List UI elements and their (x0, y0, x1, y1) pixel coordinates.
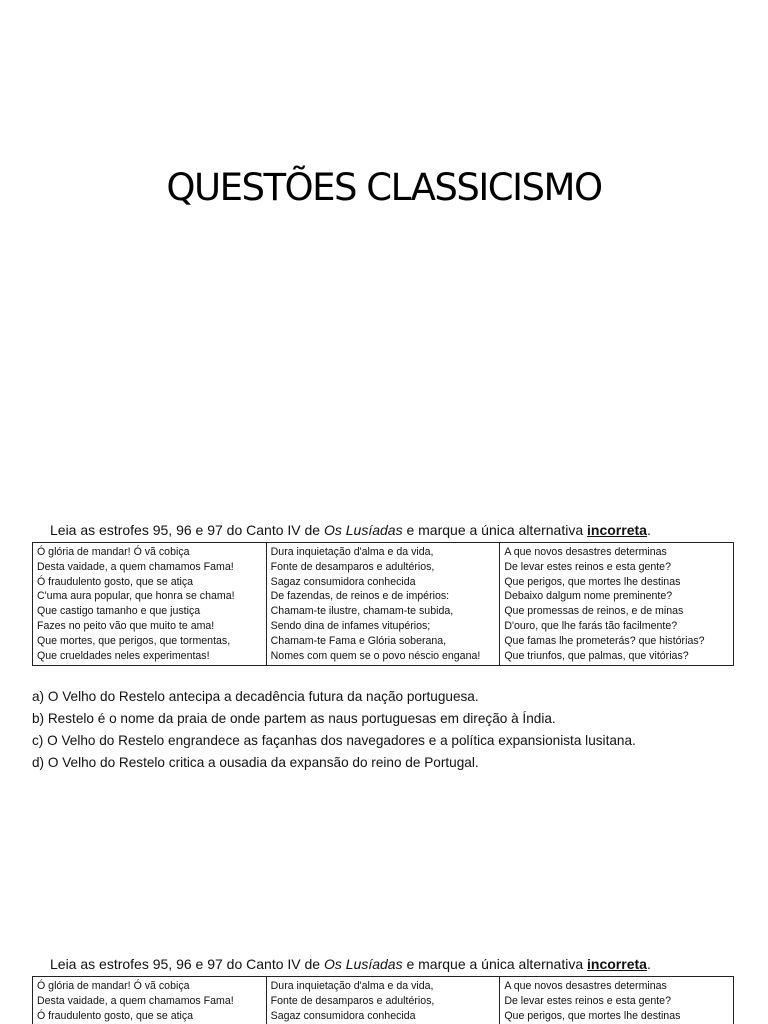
page-title: QUESTÕES CLASSICISMO (166, 166, 602, 209)
verse-line: Que castigo tamanho e que justiça (37, 605, 201, 618)
work-title: Os Lusíadas (323, 956, 403, 972)
verse-line: A que novos desastres determinas (504, 980, 667, 992)
question-1 (32, 522, 737, 774)
verse-line: Desta vaidade, a quem chamamos Fama! (37, 994, 234, 1007)
verse-line: C'uma aura popular, que honra se chama! (37, 590, 235, 603)
verse-line: De levar estes reinos e esta gente? (504, 994, 671, 1007)
verse-line: Chamam-te ilustre, chamam-te subida, (270, 605, 454, 618)
verse-line: Nomes com quem se o povo néscio engana! (270, 649, 481, 662)
prompt-text: e marque a única alternativa (402, 956, 588, 972)
verse-line: Ó glória de mandar! Ó vã cobiça (37, 546, 190, 558)
verse-line: Dura inquietação d'alma e da vida, (270, 546, 434, 558)
verse-line: Que mortes, que perigos, que tormentas, (37, 634, 231, 647)
verse-line: De levar estes reinos e esta gente? (504, 560, 671, 573)
verse-line: D'ouro, que lhe farás tão facilmente? (504, 619, 678, 632)
alternative-d: d) O Velho do Restelo critica a ousadia da expansão do reino de Portugal. (32, 755, 479, 771)
verse-line: Que promessas de reinos, e de minas (504, 605, 684, 618)
question-prompt (50, 522, 737, 538)
verse-line: Chamam-te Fama e Glória soberana, (270, 634, 447, 647)
prompt-text: Leia as estrofes 95, 96 e 97 do Canto IV de (50, 522, 324, 538)
verse-line: Desta vaidade, a quem chamamos Fama! (37, 560, 234, 573)
verse-line: Fazes no peito vão que muito te ama! (37, 619, 215, 632)
prompt-text: Leia as estrofes 95, 96 e 97 do Canto IV de (50, 956, 324, 972)
alternative-b: b) Restelo é o nome da praia de onde partem as naus portuguesas em direção à Índia. (32, 711, 556, 727)
table-row (33, 977, 734, 1024)
verse-line: Ó fraudulento gosto, que se atiça (37, 1009, 194, 1022)
alternatives-list (32, 686, 737, 774)
verse-line: Sagaz consumidora conhecida (270, 1009, 416, 1022)
prompt-end: . (646, 956, 651, 972)
verse-line: Que famas lhe prometerás? que histórias? (504, 634, 705, 647)
work-title: Os Lusíadas (323, 522, 403, 538)
stanza-97 (500, 977, 734, 1024)
verse-line: Debaixo dalgum nome preminente? (504, 590, 673, 603)
verse-line: Dura inquietação d'alma e da vida, (270, 980, 434, 992)
stanza-96 (266, 977, 500, 1024)
verse-line: Que triunfos, que palmas, que vitórias? (504, 649, 689, 662)
stanza-table (32, 542, 734, 666)
alternative-c: c) O Velho do Restelo engrandece as façanhas dos navegadores e a política expansionista lusitana. (32, 733, 636, 749)
verse-line: Fonte de desamparos e adultérios, (270, 560, 435, 573)
verse-line: Que crueldades neles experimentas! (37, 649, 210, 662)
emphasis-word: incorreta (587, 522, 647, 538)
question-prompt (50, 956, 737, 972)
emphasis-word: incorreta (587, 956, 647, 972)
stanza-95 (33, 977, 267, 1024)
table-row (33, 543, 734, 666)
verse-line: Que perigos, que mortes lhe destinas (504, 575, 681, 588)
verse-line: Ó glória de mandar! Ó vã cobiça (37, 980, 190, 992)
stanza-97 (500, 543, 734, 666)
verse-line: Fonte de desamparos e adultérios, (270, 994, 435, 1007)
prompt-text: e marque a única alternativa (402, 522, 588, 538)
verse-line: De fazendas, de reinos e de impérios: (270, 590, 450, 603)
stanza-table (32, 976, 734, 1024)
alternative-a: a) O Velho do Restelo antecipa a decadência futura da nação portuguesa. (32, 689, 479, 705)
stanza-95 (33, 543, 267, 666)
verse-line: Sendo dina de infames vitupérios; (270, 619, 431, 632)
stanza-96 (266, 543, 500, 666)
verse-line: A que novos desastres determinas (504, 546, 667, 558)
verse-line: Que perigos, que mortes lhe destinas (504, 1009, 681, 1022)
question-2 (32, 956, 737, 1024)
prompt-end: . (646, 522, 651, 538)
verse-line: Sagaz consumidora conhecida (270, 575, 416, 588)
verse-line: Ó fraudulento gosto, que se atiça (37, 575, 194, 588)
